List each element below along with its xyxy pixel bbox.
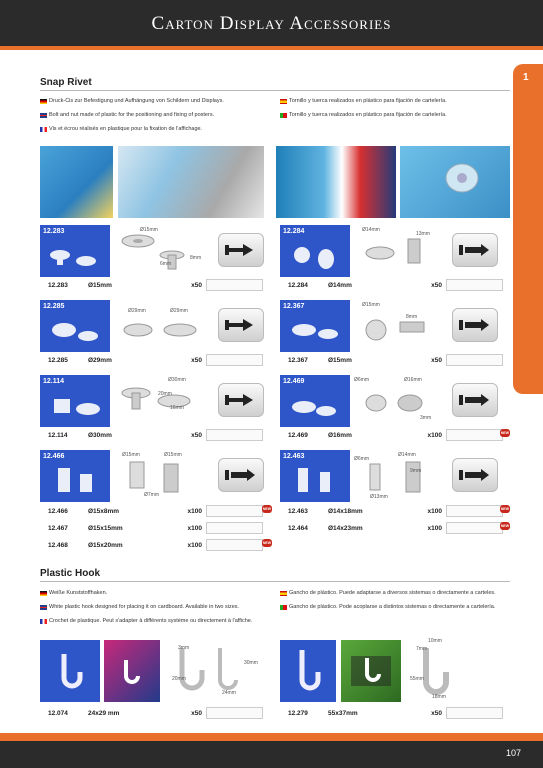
screw-in-icon [218, 458, 264, 492]
price-box [206, 522, 263, 534]
page-title: Carton Display Accessories [151, 13, 392, 34]
new-badge: NEW [262, 541, 272, 545]
rivet-closeup-icon [400, 146, 510, 218]
screw-in-icon [452, 308, 498, 342]
product-card-12-466: 12.466 Ø15mm Ø15mm Ø7mm [40, 450, 270, 512]
hook-icon [104, 640, 160, 702]
photo-rivet-closeup [400, 146, 510, 218]
section-title-plastic-hook: Plastic Hook [40, 568, 101, 579]
price-box [206, 505, 263, 517]
product-photo: 12.466 [40, 450, 110, 502]
product-photo: 12.114 [40, 375, 110, 427]
rivet-drawing-icon [356, 379, 446, 427]
new-badge: NEW [500, 524, 510, 528]
item-row-12-114: 12.114 Ø30mm x50 [40, 428, 263, 442]
item-row-12-074: 12.074 24x29 mm x50 [40, 706, 263, 720]
new-badge: NEW [262, 507, 272, 511]
photo-display-corner [40, 146, 113, 218]
germany-flag-icon [40, 99, 47, 104]
price-box [446, 505, 503, 517]
desc-de: Druck-Cis zur Befestigung und Aufhängung von Schildern und Displays. [40, 98, 224, 104]
product-card-12-285: 12.285 Ø29mm Ø29mm [40, 300, 270, 362]
footer [0, 741, 543, 768]
page-number: 107 [505, 748, 521, 758]
footer-accent-bar [0, 733, 543, 741]
desc-fr: Vis et écrou réalisés en plastique pour la fixation de l'affichage. [40, 126, 202, 132]
hook-icon [341, 640, 401, 702]
header-accent-bar [0, 46, 543, 50]
item-row-12-469: 12.469 Ø16mm x100 [280, 428, 503, 442]
product-photo: 12.469 [280, 375, 350, 427]
item-row-12-468: 12.468 Ø15x20mm x100 [40, 538, 263, 552]
section-title-snap-rivet: Snap Rivet [40, 77, 92, 88]
chapter-tab [513, 64, 543, 394]
uk-flag-icon [40, 605, 47, 610]
hook-desc-pt: Gancho de plástico. Pode acoplarse a distintos sistemas o directamente a cartelería. [280, 604, 495, 610]
rivet-drawing-icon [356, 229, 446, 277]
spain-flag-icon [280, 99, 287, 104]
item-row-12-463: 12.463 Ø14x18mm x100 [280, 504, 503, 518]
hook-icon [40, 640, 100, 702]
hook-desc-fr: Crochet de plastique. Peut s'adapter à différents système ou directement à l'affiche. [40, 618, 252, 624]
hook-desc-uk: White plastic hook designed for placing it on cardboard. Available in two sizes. [40, 604, 239, 610]
section-divider [40, 90, 510, 91]
desc-uk: Bolt and nut made of plastic for the positioning and fixing of posters. [40, 112, 214, 118]
product-card-12-284: 12.284 Ø14mm 13mm [280, 225, 510, 287]
rivet-drawing-icon [116, 379, 206, 427]
price-box [206, 429, 263, 441]
item-row-12-466: 12.466 Ø15x8mm x100 [40, 504, 263, 518]
product-photo: 12.463 [280, 450, 350, 502]
desc-es: Tornillo y tuerca realizados en plástico para fijación de cartelería. [280, 98, 447, 104]
push-in-icon [218, 383, 264, 417]
price-box [446, 522, 503, 534]
item-row-12-283: 12.283 Ø15mm x50 [40, 278, 263, 292]
new-badge: NEW [500, 431, 510, 435]
item-row-12-285: 12.285 Ø29mm x50 [40, 353, 263, 367]
product-card-12-283: 12.283 Ø15mm 6mm 8mm [40, 225, 270, 287]
section-divider [40, 581, 510, 582]
new-badge: NEW [500, 507, 510, 511]
germany-flag-icon [40, 591, 47, 596]
price-box [206, 279, 263, 291]
price-box [446, 707, 503, 719]
price-box [206, 707, 263, 719]
price-box [206, 354, 263, 366]
page-header [0, 0, 543, 46]
france-flag-icon [40, 127, 47, 132]
hook-desc-de: Weiße Kunststoffhaken. [40, 590, 107, 596]
item-row-12-367: 12.367 Ø15mm x50 [280, 353, 503, 367]
screw-in-icon [452, 383, 498, 417]
product-photo: 12.285 [40, 300, 110, 352]
rivet-drawing-icon [116, 454, 206, 502]
screw-in-icon [452, 458, 498, 492]
price-box [446, 354, 503, 366]
chapter-number: 1 [523, 72, 529, 83]
photo-hook-small [40, 640, 100, 702]
uk-flag-icon [40, 113, 47, 118]
photo-poster-display [276, 146, 396, 218]
hook-drawing-small-icon [168, 642, 258, 702]
rivet-drawing-icon [356, 304, 446, 352]
push-in-icon [218, 233, 264, 267]
desc-pt: Tornillo y tuerca realizados en plástico para fijación de cartelería. [280, 112, 447, 118]
photo-hook-on-board [104, 640, 160, 702]
product-photo: 12.284 [280, 225, 350, 277]
rivet-drawing-icon [116, 229, 206, 277]
item-row-12-279: 12.279 55x37mm x50 [280, 706, 503, 720]
portugal-flag-icon [280, 113, 287, 118]
item-row-12-464: 12.464 Ø14x23mm x100 [280, 521, 503, 535]
item-row-12-467: 12.467 Ø15x15mm x100 [40, 521, 263, 535]
product-card-12-463: 12.463 Ø6mm Ø14mm 9mm Ø13mm [280, 450, 510, 512]
product-photo: 12.283 [40, 225, 110, 277]
screw-in-icon [452, 233, 498, 267]
spain-flag-icon [280, 591, 287, 596]
hook-icon [280, 640, 336, 702]
item-row-12-284: 12.284 Ø14mm x50 [280, 278, 503, 292]
photo-display-shelf [118, 146, 264, 218]
photo-hook-large [280, 640, 336, 702]
product-photo: 12.367 [280, 300, 350, 352]
price-box [446, 429, 503, 441]
price-box [206, 539, 263, 551]
photo-hook-on-display [341, 640, 401, 702]
product-card-12-367: 12.367 Ø15mm 8mm [280, 300, 510, 362]
france-flag-icon [40, 619, 47, 624]
push-in-icon [218, 308, 264, 342]
product-card-12-469: 12.469 Ø6mm Ø16mm 3mm [280, 375, 510, 437]
product-card-12-114: 12.114 Ø30mm 16mm 20mm [40, 375, 270, 437]
portugal-flag-icon [280, 605, 287, 610]
hook-desc-es: Gancho de plástico. Puede adaptarse a diversos sistemas o directamente a carteles. [280, 590, 496, 596]
price-box [446, 279, 503, 291]
